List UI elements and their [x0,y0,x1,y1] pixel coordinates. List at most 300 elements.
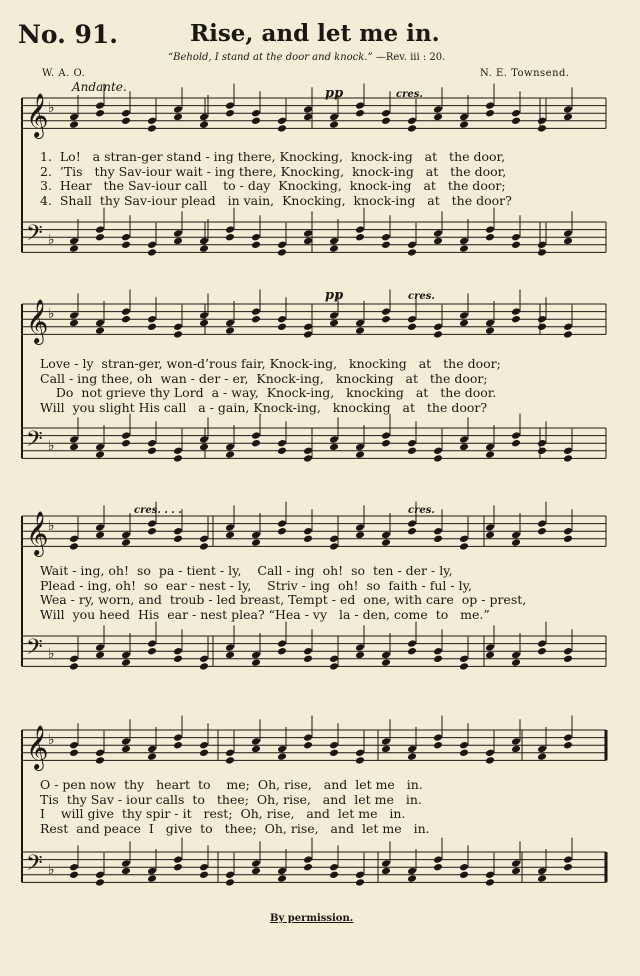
note-head [485,749,495,758]
note-head [355,878,365,887]
note-head [225,531,235,540]
note-head [199,863,209,872]
note-head [147,447,157,456]
note-head [537,519,547,528]
note-head [303,855,313,864]
note-head [563,855,573,864]
note-head [381,307,391,316]
note-head [381,431,391,440]
note-head [95,643,105,652]
note-head [225,878,235,887]
lyric-line: Do not grieve thy Lord a - way, Knock-ing, knocking at the door. [40,385,497,400]
lyric-line: 1. Lo! a stran-ger stand - ing there, Knocking, knock-ing at the door, [40,149,506,164]
flat-sign-icon: ♭ [48,732,55,748]
note-head [251,307,261,316]
tempo-marking: Andante. [72,80,127,94]
note-head [511,241,521,250]
note-head [251,538,261,547]
note-head [329,655,339,664]
note-head [69,662,79,671]
note-head [225,319,235,328]
note-head [69,535,79,544]
note-head [329,443,339,452]
flat-sign-icon: ♭ [48,438,55,454]
note-head [511,859,521,868]
note-head [277,647,287,656]
note-head [485,319,495,328]
note-head [511,117,521,126]
note-head [251,233,261,242]
flat-sign-icon: ♭ [48,862,55,878]
note-head [147,745,157,754]
note-head [329,120,339,129]
note-head [173,863,183,872]
note-head [251,745,261,754]
note-head [433,535,443,544]
note-head [173,535,183,544]
note-head [303,330,313,339]
note-head [199,311,209,320]
note-head [407,527,417,536]
flat-sign-icon: ♭ [48,100,55,116]
note-head [407,439,417,448]
note-head [433,105,443,114]
note-head [485,443,495,452]
note-head [199,435,209,444]
note-head [407,647,417,656]
note-head [485,233,495,242]
note-head [199,443,209,452]
note-head [537,124,547,133]
note-head [459,542,469,551]
note-head [563,647,573,656]
note-head [355,871,365,880]
note-head [329,749,339,758]
note-head [173,113,183,122]
note-head [355,109,365,118]
note-head [381,651,391,660]
note-head [69,113,79,122]
note-head [121,867,131,876]
note-head [199,120,209,129]
note-head [433,454,443,463]
note-head [485,101,495,110]
note-head [199,655,209,664]
note-head [147,323,157,332]
note-head [355,756,365,765]
note-head [95,109,105,118]
note-head [459,871,469,880]
note-head [121,117,131,126]
note-head [95,531,105,540]
dynamic-cres-4: cres. [408,505,435,516]
note-head [459,655,469,664]
note-head [303,323,313,332]
note-head [121,745,131,754]
note-head [433,527,443,536]
note-head [511,109,521,118]
flat-sign-icon: ♭ [48,232,55,248]
note-head [485,871,495,880]
note-head [355,225,365,234]
note-head [537,241,547,250]
treble-clef-icon: 𝄞 [26,511,49,555]
note-head [69,749,79,758]
note-head [147,527,157,536]
treble-clef-icon: 𝄞 [26,299,49,343]
note-head [277,447,287,456]
note-head [95,651,105,660]
note-head [147,647,157,656]
note-head [147,124,157,133]
treble-clef-icon: 𝄞 [26,725,49,769]
note-head [69,120,79,129]
note-head [303,229,313,238]
lyric-line: 2. ’Tis thy Sav-iour wait - ing there, Knocking, knock-ing at the door, [40,163,507,179]
note-head [329,741,339,750]
note-head [303,535,313,544]
note-head [95,871,105,880]
flat-sign-icon: ♭ [48,646,55,662]
note-head [303,741,313,750]
lyric-line: O - pen now thy heart to me; Oh, rise, and let me in. [40,777,423,792]
note-head [537,527,547,536]
note-head [277,867,287,876]
note-head [173,733,183,742]
note-head [329,435,339,444]
note-head [563,535,573,544]
note-head [381,745,391,754]
lyric-line: 4. Shall thy Sav-iour plead in vain, Knocking, knock-ing at the door? [40,192,512,208]
note-head [511,651,521,660]
note-head [407,124,417,133]
note-head [173,229,183,238]
bass-clef-icon: 𝄢 [26,221,43,251]
lyric-line: Will you heed His ear - nest plea? “Hea - vy la - den, come to me.” [40,606,490,622]
note-head [407,639,417,648]
note-head [303,113,313,122]
note-head [563,330,573,339]
note-head [95,749,105,758]
note-head [69,237,79,246]
note-head [251,241,261,250]
note-head [329,113,339,122]
note-head [537,745,547,754]
note-head [277,323,287,332]
note-head [433,113,443,122]
note-head [329,237,339,246]
note-head [511,531,521,540]
treble-clef-icon: 𝄞 [26,93,49,137]
note-head [459,741,469,750]
note-head [121,439,131,448]
note-head [199,749,209,758]
note-head [459,244,469,253]
note-head [199,535,209,544]
note-head [511,867,521,876]
note-head [459,120,469,129]
note-head [199,244,209,253]
note-head [225,651,235,660]
note-head [303,647,313,656]
note-head [69,244,79,253]
note-head [433,741,443,750]
note-head [95,101,105,110]
note-head [407,323,417,332]
note-head [355,749,365,758]
note-head [381,109,391,118]
note-head [277,639,287,648]
note-head [225,871,235,880]
note-head [173,237,183,246]
note-head [173,741,183,750]
note-head [303,655,313,664]
note-head [329,871,339,880]
note-head [251,651,261,660]
note-head [147,117,157,126]
note-head [225,101,235,110]
note-head [563,741,573,750]
note-head [251,315,261,324]
note-head [459,311,469,320]
note-head [303,447,313,456]
note-head [511,658,521,667]
note-head [121,658,131,667]
note-head [69,319,79,328]
note-head [511,431,521,440]
hymn-title: Rise, and let me in. [190,20,440,47]
note-head [173,323,183,332]
note-head [329,244,339,253]
note-head [225,749,235,758]
note-head [459,749,469,758]
note-head [485,531,495,540]
note-head [459,443,469,452]
note-head [433,863,443,872]
note-head [121,531,131,540]
note-head [381,867,391,876]
note-head [95,878,105,887]
note-head [147,248,157,257]
note-head [329,662,339,671]
note-head [459,435,469,444]
note-head [277,124,287,133]
note-head [69,871,79,880]
note-head [251,431,261,440]
note-head [173,454,183,463]
note-head [381,241,391,250]
note-head [381,233,391,242]
note-head [433,733,443,742]
note-head [121,859,131,868]
note-head [537,117,547,126]
note-head [355,319,365,328]
note-head [69,655,79,664]
note-head [407,241,417,250]
note-head [537,874,547,883]
note-head [355,643,365,652]
note-head [433,447,443,456]
dynamic-pp-2: pp [325,288,344,303]
note-head [303,733,313,742]
note-head [147,639,157,648]
dynamic-cres-3: cres. . . . [134,505,182,516]
note-head [537,248,547,257]
lyrics-system-3 [40,564,600,622]
note-head [355,443,365,452]
note-head [329,311,339,320]
note-head [303,454,313,463]
note-head [277,519,287,528]
note-head [433,229,443,238]
footer-permission: By permission. [270,913,354,924]
note-head [95,326,105,335]
note-head [173,105,183,114]
note-head [225,225,235,234]
note-head [433,655,443,664]
note-head [329,535,339,544]
note-head [121,241,131,250]
note-head [563,323,573,332]
note-head [433,855,443,864]
note-head [173,330,183,339]
dynamic-cres-1: cres. [396,89,423,100]
note-head [329,319,339,328]
note-head [485,326,495,335]
note-head [355,523,365,532]
note-head [121,109,131,118]
note-head [199,741,209,750]
note-head [355,101,365,110]
note-head [433,647,443,656]
note-head [485,523,495,532]
dynamic-cres-2: cres. [408,291,435,302]
note-head [303,105,313,114]
note-head [433,330,443,339]
note-head [355,326,365,335]
note-head [537,447,547,456]
note-head [95,443,105,452]
note-head [355,651,365,660]
note-head [537,439,547,448]
note-head [225,450,235,459]
note-head [277,745,287,754]
note-head [407,315,417,324]
lyric-line: Tis thy Sav - iour calls to thee; Oh, rise, and let me in. [40,791,422,807]
lyric-line: 3. Hear the Sav-iour call to - day Knocking, knock-ing at the door; [40,178,506,193]
note-head [69,435,79,444]
note-head [485,756,495,765]
note-head [381,658,391,667]
note-head [459,319,469,328]
note-head [563,237,573,246]
note-head [199,113,209,122]
note-head [407,248,417,257]
lyric-line: Call - ing thee, oh wan - der - er, Knock-ing, knocking at the door; [40,370,488,386]
note-head [251,531,261,540]
note-head [355,233,365,242]
note-head [225,109,235,118]
note-head [147,874,157,883]
note-head [433,323,443,332]
note-head [381,117,391,126]
lyrics-system-4 [40,778,600,836]
note-head [95,523,105,532]
note-head [251,117,261,126]
lyric-line: Wea - ry, worn, and troub - led breast, Tempt - ed one, with care op - prest, [40,592,527,607]
lyric-line: Love - ly stran-ger, won-d’rous fair, Knock-ing, knocking at the door; [40,356,501,371]
note-head [173,527,183,536]
note-head [537,639,547,648]
note-head [147,752,157,761]
flat-sign-icon: ♭ [48,306,55,322]
note-head [381,737,391,746]
note-head [407,519,417,528]
note-head [485,225,495,234]
note-head [225,756,235,765]
note-head [407,447,417,456]
note-head [563,447,573,456]
note-head [147,439,157,448]
note-head [459,237,469,246]
note-head [537,752,547,761]
note-head [563,113,573,122]
flat-sign-icon: ♭ [48,518,55,534]
note-head [277,315,287,324]
note-head [95,225,105,234]
note-head [485,651,495,660]
note-head [121,538,131,547]
note-head [225,643,235,652]
note-head [563,527,573,536]
note-head [381,859,391,868]
note-head [199,319,209,328]
note-head [225,326,235,335]
note-head [563,863,573,872]
note-head [277,874,287,883]
note-head [355,450,365,459]
note-head [147,519,157,528]
note-head [329,542,339,551]
note-head [95,319,105,328]
note-head [485,643,495,652]
note-head [95,756,105,765]
author-credit: W. A. O. [42,68,86,79]
lyric-line: Rest and peace I give to thee; Oh, rise, and let me in. [40,820,430,836]
note-head [277,241,287,250]
note-head [381,531,391,540]
note-head [147,241,157,250]
note-head [69,443,79,452]
epigraph-reference: —Rev. iii : 20. [375,52,446,63]
note-head [199,871,209,880]
dynamic-pp-1: pp [325,86,344,101]
bass-clef-icon: 𝄢 [26,427,43,457]
lyrics-system-1 [40,150,600,208]
note-head [485,878,495,887]
note-head [355,531,365,540]
note-head [433,237,443,246]
note-head [511,233,521,242]
note-head [225,233,235,242]
lyric-line: Will you slight His call a - gain, Knock-ing, knocking at the door? [40,399,488,415]
note-head [225,443,235,452]
note-head [69,542,79,551]
note-head [537,315,547,324]
note-head [511,439,521,448]
note-head [407,867,417,876]
note-head [277,439,287,448]
